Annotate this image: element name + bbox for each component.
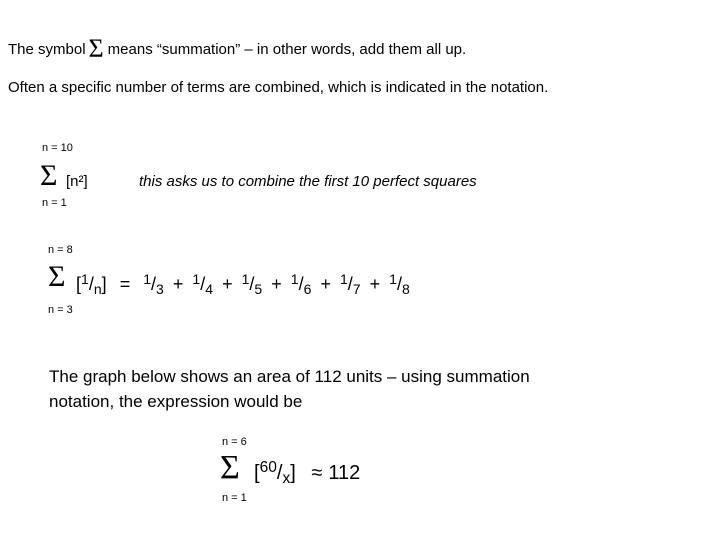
plus-sign: + (320, 274, 331, 294)
example3-close-bracket: ] (290, 462, 296, 484)
plus-sign: + (172, 274, 184, 294)
example2-expression (76, 270, 410, 297)
example3-result: 112 (328, 462, 361, 484)
example3-slash: / (276, 462, 283, 484)
sigma-symbol: Σ (88, 34, 104, 63)
example3-lower-limit: n = 1 (222, 492, 247, 504)
example2-open-bracket: [ (76, 274, 82, 294)
intro-sentence-1 (8, 34, 466, 64)
example2-upper-limit: n = 8 (48, 244, 73, 256)
paragraph-line-2: notation, the expression would be (49, 392, 303, 411)
approx-sign: ≈ (311, 462, 323, 484)
intro-text-before: The symbol (8, 41, 86, 58)
intro-text-after: means “summation” – in other words, add them all up. (107, 41, 467, 58)
example2-term: $^1$/4 (192, 270, 214, 297)
example2-term: $^1$/3 (143, 270, 164, 297)
example3-expression (254, 458, 361, 487)
plus-sign: + (222, 274, 233, 294)
paragraph-line-1: The graph below shows an area of 112 units – using summation (49, 367, 530, 386)
plus-sign: + (369, 274, 381, 294)
example1-lower-limit: n = 1 (42, 197, 67, 209)
example3-open-bracket: [ (254, 462, 260, 484)
example2-term: $^1$/8 (389, 270, 410, 297)
example3-sigma: Σ (220, 449, 240, 486)
example3-numerator: 60 (259, 458, 277, 476)
example3-denominator: x (282, 469, 291, 487)
example2-term: $^1$/7 (339, 270, 361, 297)
example1-upper-limit: n = 10 (42, 142, 73, 154)
example1-note: this asks us to combine the first 10 perfect squares (139, 173, 477, 190)
example2-close-bracket: ] (101, 274, 107, 294)
example2-lower-limit: n = 3 (48, 304, 73, 316)
example1-expression: [n²] (66, 173, 88, 190)
example1-sigma: Σ (40, 159, 58, 192)
example2-term: $^1$/6 (290, 270, 312, 297)
example2-term: $^1$/5 (241, 270, 263, 297)
example2-slash: / (88, 274, 94, 294)
example2-equals: = (119, 274, 131, 294)
plus-sign: + (271, 274, 282, 294)
example2-numerator: 1 (81, 270, 89, 287)
example2-sigma: Σ (48, 260, 66, 293)
example3-upper-limit: n = 6 (222, 436, 247, 448)
example2-denominator: n (93, 280, 102, 297)
intro-sentence-2: Often a specific number of terms are combined, which is indicated in the notation. (8, 79, 549, 96)
